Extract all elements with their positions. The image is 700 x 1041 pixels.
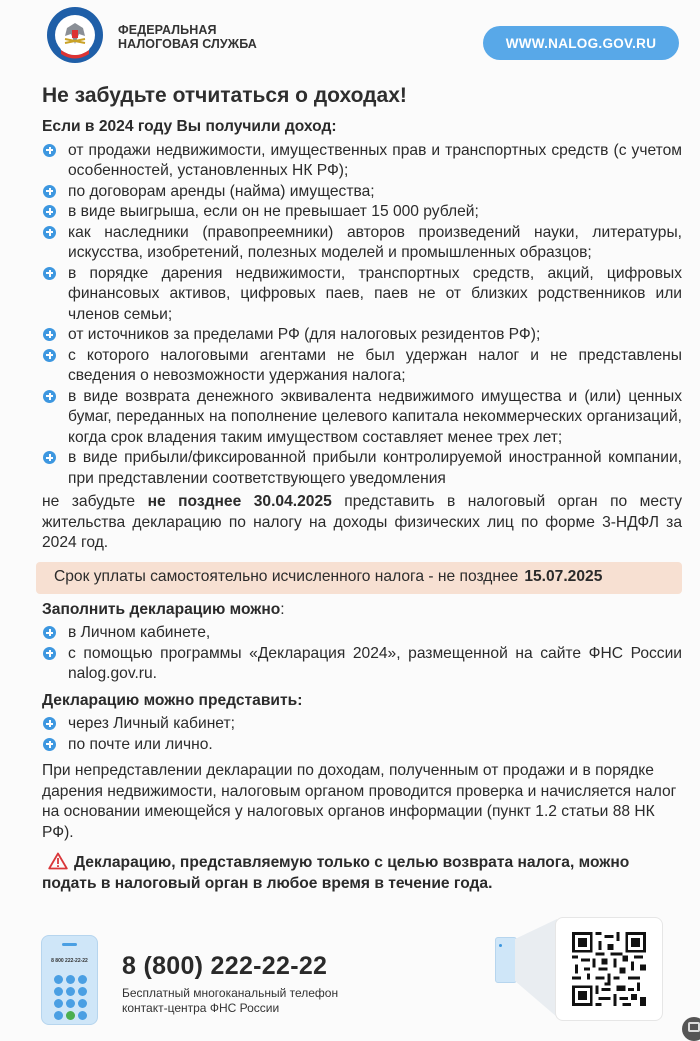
list-item-text: с помощью программы «Декларация 2024», размещенной на сайте ФНС России nalog.gov.ru. [68,644,682,682]
fill-heading-text: Заполнить декларацию можно [42,600,281,618]
fill-heading-colon: : [280,600,285,618]
list-item [42,223,682,264]
reminder-suffix: представить в налоговый орган по месту жительства декларацию по налогу на доходы физических лиц по форме 3-НДФЛ за 2024 год. [42,493,682,551]
list-item-text: в виде возврата денежного эквивалента недвижимого имущества и (или) ценных бумаг, переданных на пополнение целевого капитала некоммерческих организаций, когда срок владения таким имуществом составляет менее трех лет; [68,387,682,446]
list-item [42,141,682,182]
plus-bullet-icon [43,349,56,362]
phone-keypad-icon [54,975,87,1020]
fill-list [42,623,682,685]
list-item [42,182,682,203]
plus-bullet-icon [43,328,56,341]
plus-bullet-icon [43,647,56,660]
list-item-text: в порядке дарения недвижимости, транспортных средств, акций, цифровых финансовых активов, цифровых паев, паев не от близких родственников или членов семьи; [68,264,682,323]
plus-bullet-icon [43,267,56,280]
refund-warning [42,852,682,894]
list-item-text: как наследники (правопреемники) авторов произведений науки, литературы, искусства, изобретений, полезных моделей и промышленных образцов; [68,223,682,261]
main-content [42,117,682,894]
list-item-text: от продажи недвижимости, имущественных прав и транспортных средств (с учетом особенностей, установленных НК РФ); [68,141,682,179]
fill-heading [42,600,682,621]
list-item-text: от источников за пределами РФ (для налоговых резидентов РФ); [68,326,541,343]
payment-deadline-text: Срок уплаты самостоятельно исчисленного налога - не позднее [54,568,519,586]
list-item [42,202,682,223]
hotline-number[interactable]: 8 (800) 222-22-22 [122,952,328,980]
scanner-phone-icon [495,937,517,983]
org-name-line2: НАЛОГОВАЯ СЛУЖБА [118,37,257,51]
header [0,0,700,78]
phone-illustration [41,935,98,1025]
plus-bullet-icon [43,717,56,730]
list-item [42,714,682,735]
payment-deadline-banner [36,562,682,594]
plus-bullet-icon [43,226,56,239]
income-list [42,141,682,490]
hotline-desc-line2: контакт-центра ФНС России [122,1001,280,1015]
list-item-text: в виде прибыли/фиксированной прибыли контролируемой иностранной компании, при представлении соответствующего уведомления [68,449,682,487]
list-item-text: с которого налоговыми агентами не был удержан налог и не представлены сведения о невозможности удержания налога; [68,346,682,384]
list-item-text: через Личный кабинет; [68,715,235,732]
reminder-prefix: не забудьте [42,493,148,510]
plus-bullet-icon [43,626,56,639]
list-item [42,644,682,685]
phone-screen-number: 8 800 222-22-22 [51,958,88,964]
list-item [42,735,682,756]
filing-reminder [42,492,682,554]
plus-bullet-icon [43,390,56,403]
list-item [42,387,682,449]
phone-speaker-icon [62,943,77,946]
plus-bullet-icon [43,451,56,464]
qr-code-icon [572,932,646,1006]
org-name-line1: ФЕДЕРАЛЬНАЯ [118,23,217,37]
list-item-text: в виде выигрыша, если он не превышает 15 000 рублей; [68,203,479,220]
plus-bullet-icon [43,738,56,751]
list-item [42,264,682,326]
hotline-description [122,986,338,1016]
submit-list [42,714,682,755]
filing-deadline-date: не позднее 30.04.2025 [147,493,332,510]
plus-bullet-icon [43,185,56,198]
plus-bullet-icon [43,205,56,218]
list-item-text: в Личном кабинете, [68,624,211,641]
income-heading: Если в 2024 году Вы получили доход: [42,118,337,135]
warning-triangle-icon [48,852,68,870]
fns-emblem-logo [46,6,104,64]
scan-badge-icon[interactable] [682,1017,700,1041]
submit-heading: Декларацию можно представить: [42,691,303,709]
list-item [42,623,682,644]
payment-deadline-date: 15.07.2025 [524,568,603,586]
list-item [42,325,682,346]
warning-text: Декларацию, представляемую только с целью возврата налога, можно подать в налоговый орган в любое время в течение года. [42,854,630,892]
list-item-text: по договорам аренды (найма) имущества; [68,182,375,200]
penalty-note: При непредставлении декларации по доходам, полученным от продажи и в порядке дарения недвижимости, налоговым органом проводится проверка и начисляется налог на основании имеющейся у налоговых органов информации (пункт 1.2 статьи 88 НК РФ). [42,762,677,841]
plus-bullet-icon [43,144,56,157]
qr-code[interactable] [555,917,663,1021]
list-item [42,448,682,489]
scan-beam-icon [515,917,557,1019]
org-name [118,23,257,51]
hotline-desc-line1: Бесплатный многоканальный телефон [122,986,339,1000]
list-item-text: по почте или лично. [68,735,213,753]
list-item [42,346,682,387]
page-title: Не забудьте отчитаться о доходах! [42,84,407,107]
website-button[interactable]: WWW.NALOG.GOV.RU [483,26,679,60]
